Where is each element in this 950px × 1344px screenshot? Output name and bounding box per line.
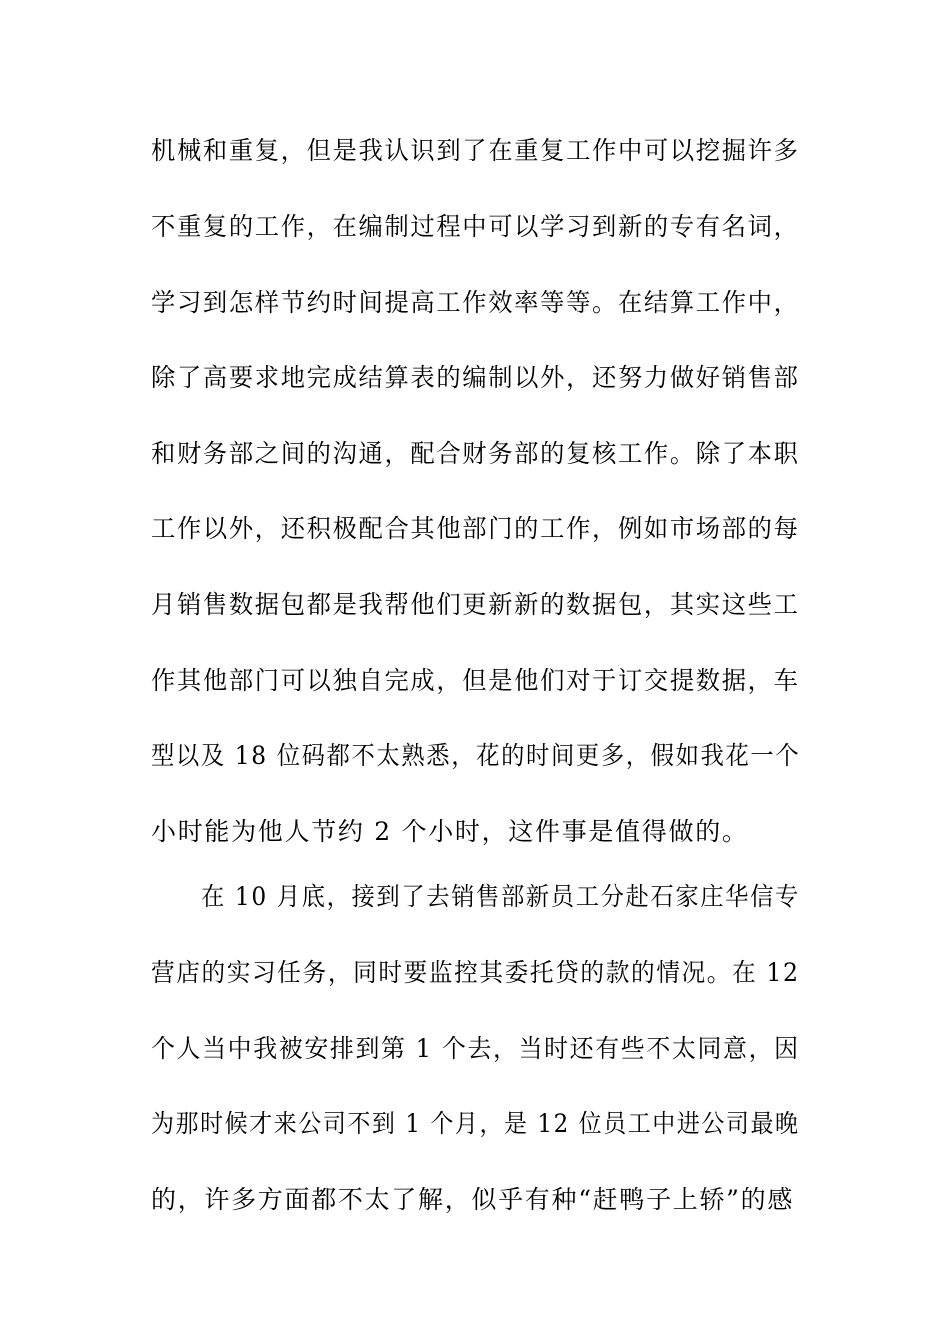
paragraph-line: 型以及 18 位码都不太熟悉，花的时间更多，假如我花一个 <box>151 741 801 770</box>
paragraph-line: 作其他部门可以独自完成，但是他们对于订交提数据，车 <box>151 666 800 695</box>
paragraph-line: 学习到怎样节约时间提高工作效率等等。在结算工作中， <box>151 288 800 317</box>
paragraph-line: 的，许多方面都不太了解，似乎有种“赶鸭子上轿”的感 <box>151 1185 795 1214</box>
paragraph-line: 营店的实习任务，同时要监控其委托贷的款的情况。在 12 <box>151 958 800 987</box>
paragraph-line: 不重复的工作，在编制过程中可以学习到新的专有名词， <box>151 212 800 241</box>
paragraph-line: 和财务部之间的沟通，配合财务部的复核工作。除了本职 <box>151 439 800 468</box>
paragraph-first-line: 在 10 月底，接到了去销售部新员工分赴石家庄华信专 <box>201 882 800 911</box>
paragraph-line: 工作以外，还积极配合其他部门的工作，例如市场部的每 <box>151 514 800 543</box>
paragraph-line: 为那时候才来公司不到 1 个月，是 12 位员工中进公司最晚 <box>151 1109 800 1138</box>
paragraph-line: 机械和重复，但是我认识到了在重复工作中可以挖掘许多 <box>151 136 800 165</box>
paragraph-line: 个人当中我被安排到第 1 个去，当时还有些不太同意，因 <box>151 1034 800 1063</box>
paragraph-line: 小时能为他人节约 2 个小时，这件事是值得做的。 <box>151 817 749 846</box>
paragraph-line: 除了高要求地完成结算表的编制以外，还努力做好销售部 <box>151 363 800 392</box>
paragraph-line: 月销售数据包都是我帮他们更新新的数据包，其实这些工 <box>151 590 800 619</box>
